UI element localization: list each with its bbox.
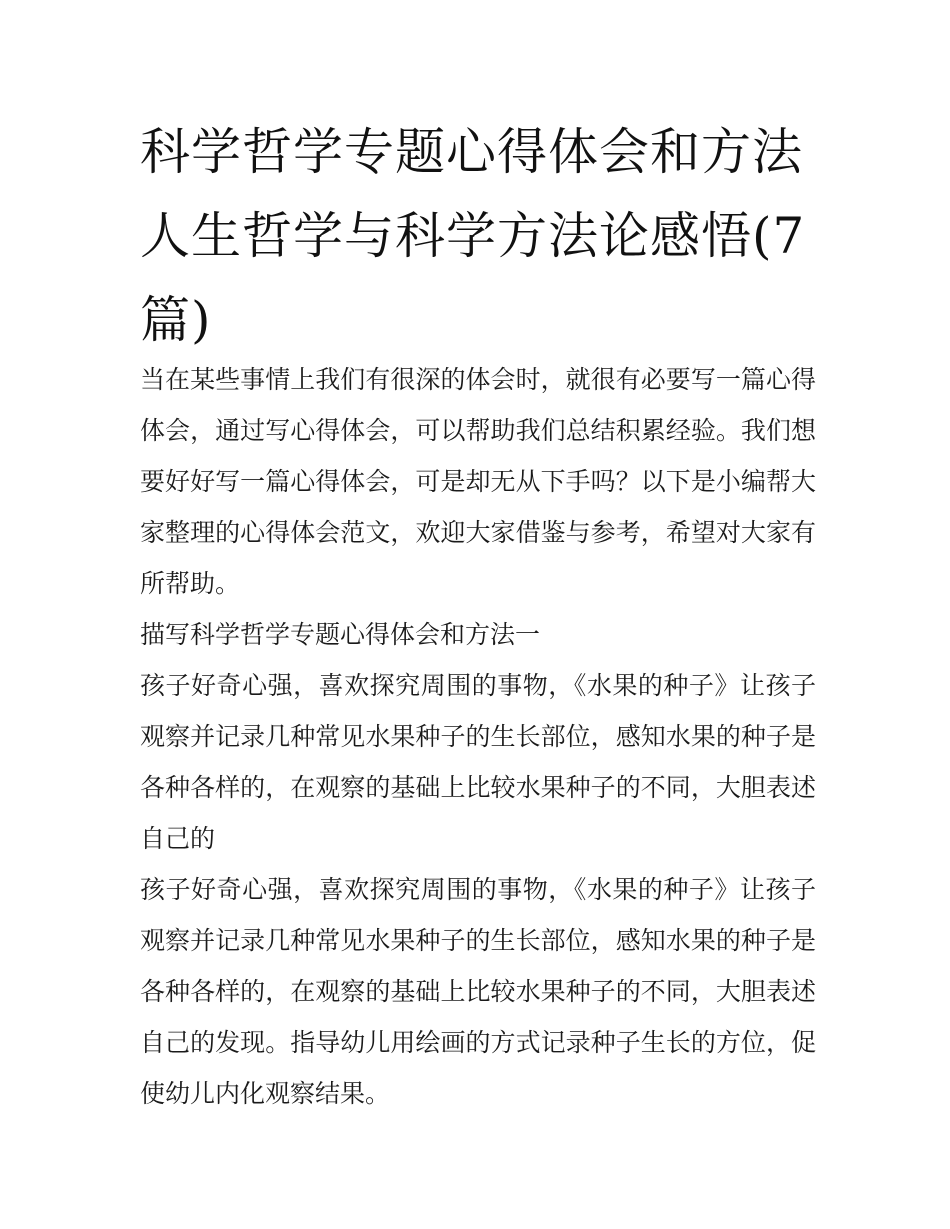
section-heading: 描写科学哲学专题心得体会和方法一	[140, 620, 541, 649]
intro-paragraph: 当在某些事情上我们有很深的体会时，就很有必要写一篇心得体会，通过写心得体会，可以帮助我们总结积累经验。我们想要好好写一篇心得体会，可是却无从下手吗？以下是小编帮大家整理的心得体会范文，欢迎大家借鉴与参考，希望对大家有所帮助。	[140, 365, 816, 598]
body-paragraph: 孩子好奇心强，喜欢探究周围的事物，《水果的种子》让孩子观察并记录几种常见水果种子的生长部位，感知水果的种子是各种各样的，在观察的基础上比较水果种子的不同，大胆表述自己的	[140, 671, 816, 853]
body-paragraph: 孩子好奇心强，喜欢探究周围的事物，《水果的种子》让孩子观察并记录几种常见水果种子的生长部位，感知水果的种子是各种各样的，在观察的基础上比较水果种子的不同，大胆表述自己的发现。指导幼儿用绘画的方式记录种子生长的方位，促使幼儿内化观察结果。	[140, 875, 816, 1108]
document-title: 科学哲学专题心得体会和方法人生哲学与科学方法论感悟(7篇)	[140, 123, 806, 349]
document-body	[140, 354, 816, 1119]
